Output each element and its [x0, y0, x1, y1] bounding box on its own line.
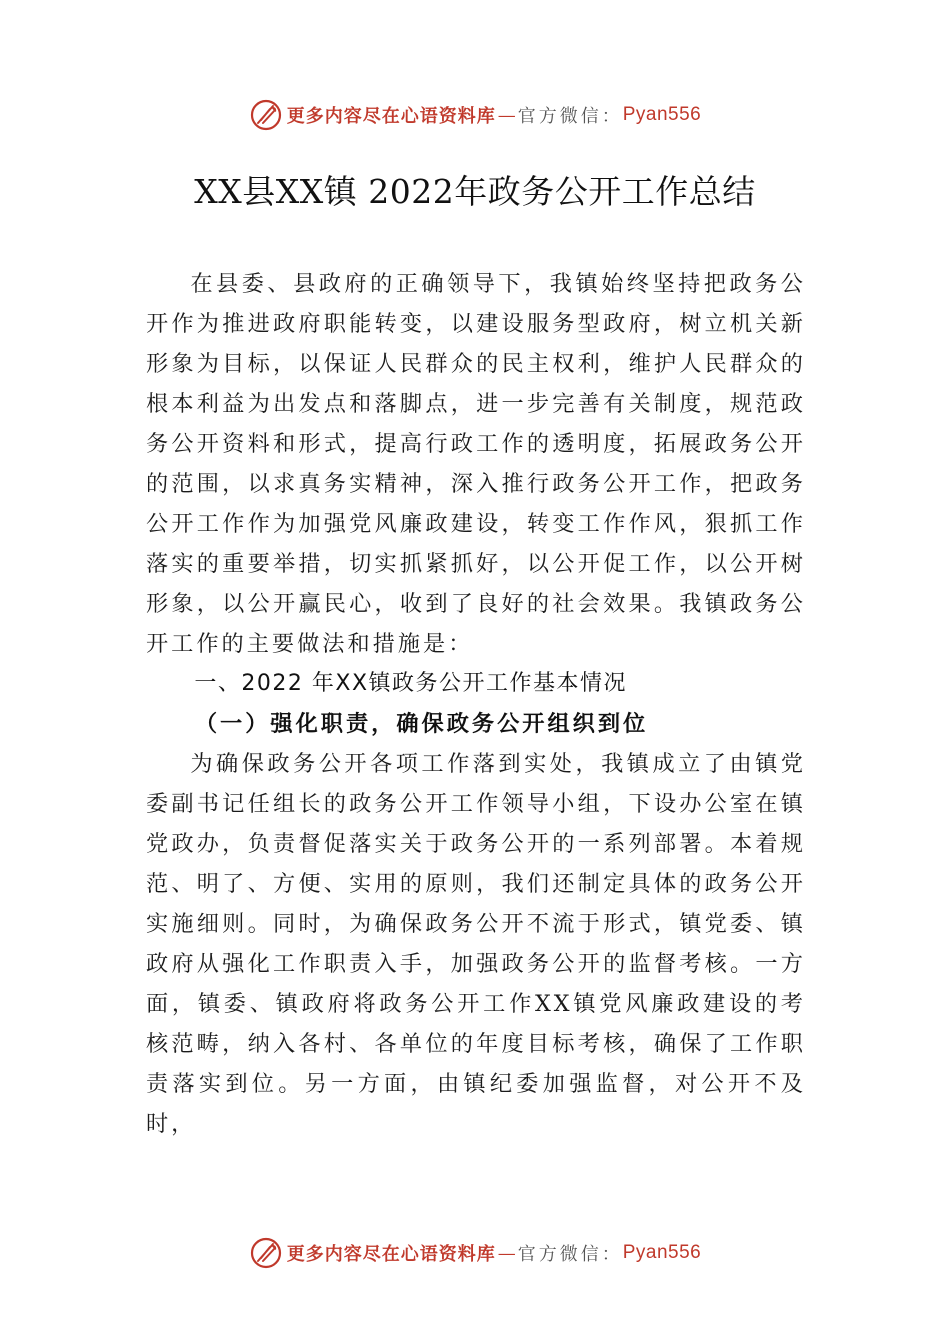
watermark-header — [0, 93, 950, 137]
watermark-account: Pyan556 — [622, 1242, 702, 1263]
watermark-wechat-label: 官方微信： — [517, 1244, 623, 1265]
watermark-account: Pyan556 — [622, 104, 702, 125]
subsection-1-paragraph: 为确保政务公开各项工作落到实处，我镇成立了由镇党委副书记任组长的政务公开工作领导小组，下设办公室在镇党政办，负责督促落实关于政务公开的一系列部署。本着规范、明了、方便、实用的原则，我们还制定具体的政务公开实施细则。同时，为确保政务公开不流于形式，镇党委、镇政府从强化工作职责入手，加强政务公开的监督考核。一方面，镇委、镇政府将政务公开工作XX镇党风廉政建设的考核范畴，纳入各村、各单位的年度目标考核，确保了工作职责落实到位。另一方面，由镇纪委加强监督，对公开不及时， — [146, 751, 806, 1137]
section-heading-1: 一、2022 年XX镇政务公开工作基本情况 — [194, 671, 628, 696]
feather-seal-icon — [249, 98, 283, 132]
watermark-separator: — — [497, 1242, 516, 1264]
watermark-footer — [0, 1231, 950, 1275]
intro-paragraph: 在县委、县政府的正确领导下，我镇始终坚持把政务公开作为推进政府职能转变，以建设服务型政府，树立机关新形象为目标，以保证人民群众的民主权利，维护人民群众的根本利益为出发点和落脚点，进一步完善有关制度，规范政务公开资料和形式，提高行政工作的透明度，拓展政务公开的范围，以求真务实精神，深入推行政务公开工作，把政务公开工作作为加强党风廉政建设，转变工作作风，狠抓工作落实的重要举措，切实抓紧抓好，以公开促工作，以公开树形象，以公开赢民心，收到了良好的社会效果。我镇政务公开工作的主要做法和措施是： — [146, 271, 806, 657]
subsection-heading-1: （一）强化职责，确保政务公开组织到位 — [194, 711, 649, 737]
feather-seal-icon — [249, 1236, 283, 1270]
watermark-wechat-label: 官方微信： — [517, 106, 623, 127]
document-title: XX县XX镇 2022年政务公开工作总结 — [194, 172, 756, 211]
watermark-separator: — — [497, 104, 516, 126]
watermark-brand: 更多内容尽在心语资料库 — [286, 106, 496, 127]
document-body — [146, 264, 806, 1144]
watermark-brand: 更多内容尽在心语资料库 — [286, 1244, 496, 1265]
